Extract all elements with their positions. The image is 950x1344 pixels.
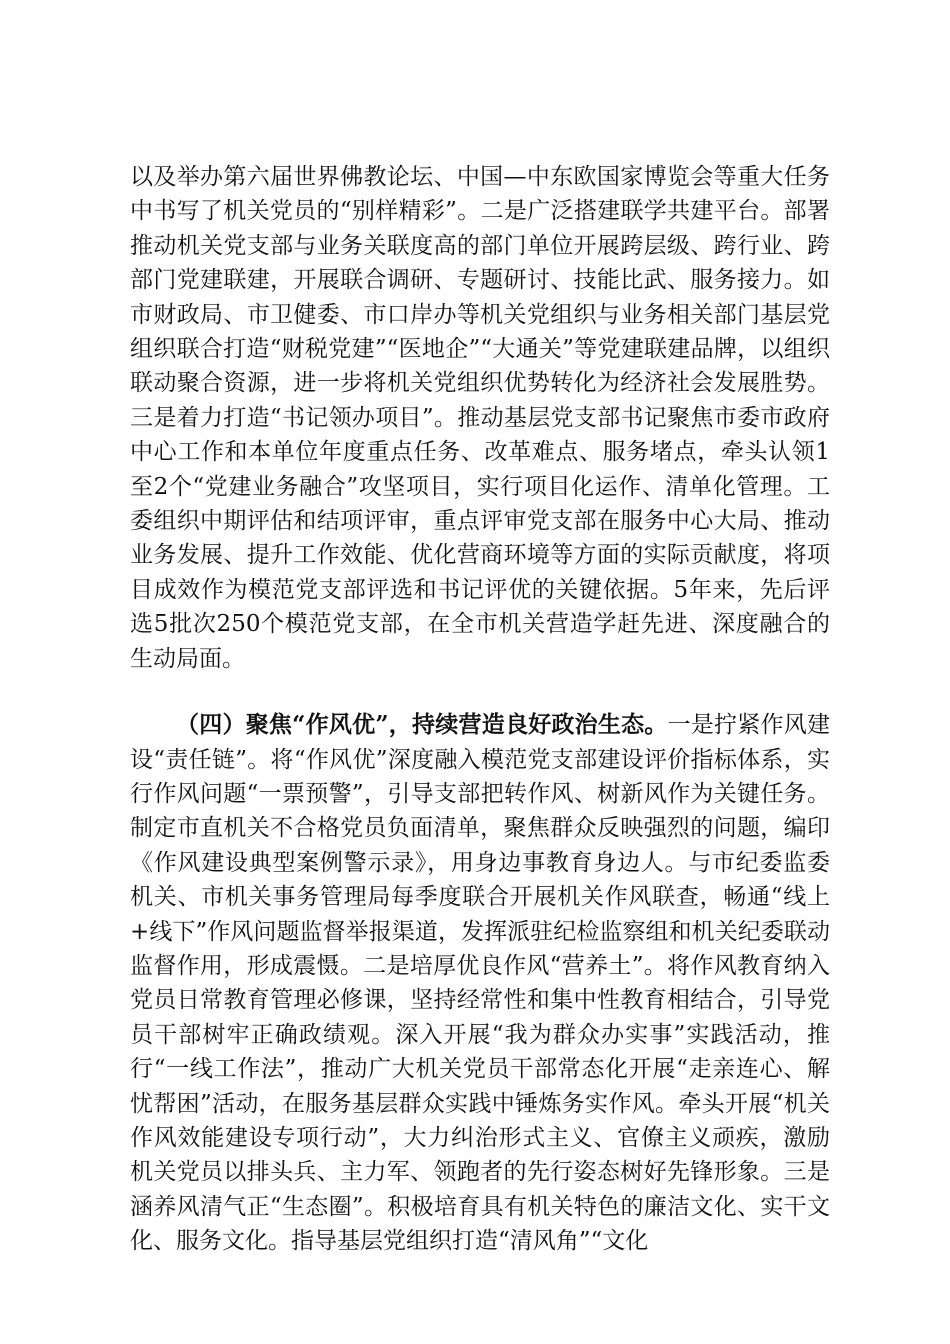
document-body: [130, 160, 830, 1259]
paragraph-section-four: [130, 708, 830, 1259]
paragraph-text: 以及举办第六届世界佛教论坛、中国—中东欧国家博览会等重大任务中书写了机关党员的“别样精彩”。二是广泛搭建联学共建平台。部署推动机关党支部与业务关联度高的部门单位开展跨层级、跨行业、跨部门党建联建，开展联合调研、专题研讨、技能比武、服务接力。如市财政局、市卫健委、市口岸办等机关党组织与业务相关部门基层党组织联合打造“财税党建”“医地企”“大通关”等党建联建品牌，以组织联动聚合资源，进一步将机关党组织优势转化为经济社会发展胜势。三是着力打造“书记领办项目”。推动基层党支部书记聚焦市委市政府中心工作和本单位年度重点任务、改革难点、服务堵点，牵头认领1至2个“党建业务融合”攻坚项目，实行项目化运作、清单化管理。工委组织中期评估和结项评审，重点评审党支部在服务中心大局、推动业务发展、提升工作效能、优化营商环境等方面的实际贡献度，将项目成效作为模范党支部评选和书记评优的关键依据。5年来，先后评选5批次250个模范党支部，在全市机关营造学赶先进、深度融合的生动局面。: [130, 164, 830, 672]
section-heading: （四）聚焦“作风优”，持续营造良好政治生态。: [176, 711, 668, 739]
paragraph-text: 一是拧紧作风建设“责任链”。将“作风优”深度融入模范党支部建设评价指标体系，实行作风问题“一票预警”，引导支部把转作风、树新风作为关键任务。制定市直机关不合格党员负面清单，聚焦群众反映强烈的问题，编印《作风建设典型案例警示录》，用身边事教育身边人。与市纪委监委机关、市机关事务管理局每季度联合开展机关作风联查，畅通“线上+线下”作风问题监督举报渠道，发挥派驻纪检监察组和机关纪委联动监督作用，形成震慑。二是培厚优良作风“营养土”。将作风教育纳入党员日常教育管理必修课，坚持经常性和集中性教育相结合，引导党员干部树牢正确政绩观。深入开展“我为群众办实事”实践活动，推行“一线工作法”，推动广大机关党员干部常态化开展“走亲连心、解忧帮困”活动，在服务基层群众实践中锤炼务实作风。牵头开展“机关作风效能建设专项行动”，大力纠治形式主义、官僚主义顽疾，激励机关党员以排头兵、主力军、领跑者的先行姿态树好先锋形象。三是涵养风清气正“生态圈”。积极培育具有机关特色的廉洁文化、实干文化、服务文化。指导基层党组织打造“清风角”“文化: [130, 712, 830, 1255]
paragraph-continuation: [130, 160, 830, 676]
